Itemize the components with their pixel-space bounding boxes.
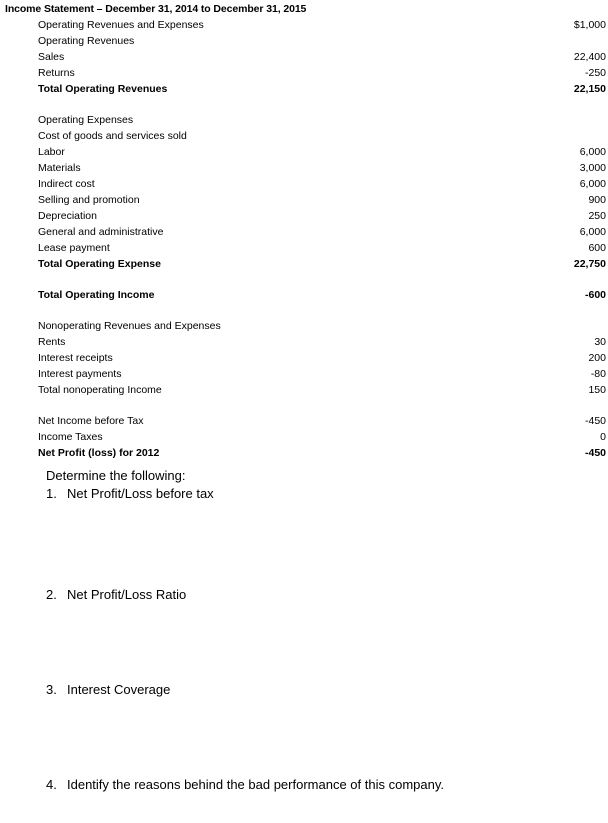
statement-row-value: 250 xyxy=(588,210,606,222)
statement-row-label: Sales xyxy=(38,51,65,63)
statement-row-value: 6,000 xyxy=(579,146,606,158)
statement-row-value: -450 xyxy=(584,415,606,427)
statement-spacer-row xyxy=(38,303,606,318)
statement-row-label xyxy=(38,272,508,287)
statement-row xyxy=(38,334,606,350)
statement-row-value: 22,750 xyxy=(573,258,606,270)
answer-space-3 xyxy=(46,698,608,776)
question-number-3: 3. xyxy=(46,682,57,697)
statement-row-value: 22,400 xyxy=(573,51,606,63)
statement-row-value: 6,000 xyxy=(579,226,606,238)
statement-row xyxy=(38,287,606,303)
statement-row-label: Cost of goods and services sold xyxy=(38,130,187,142)
statement-row-value: 3,000 xyxy=(579,162,606,174)
statement-row-label: Labor xyxy=(38,146,65,158)
page-title: Income Statement – December 31, 2014 to December 31, 2015 xyxy=(5,3,307,15)
statement-row xyxy=(38,144,606,160)
statement-row xyxy=(38,366,606,382)
question-item-2 xyxy=(46,586,608,603)
statement-row-value: 0 xyxy=(600,431,606,443)
statement-row-value xyxy=(508,128,606,144)
income-statement-table xyxy=(38,17,606,461)
statement-row-label: Nonoperating Revenues and Expenses xyxy=(38,320,221,332)
statement-row-value: 150 xyxy=(588,384,606,396)
statement-row-value: 30 xyxy=(594,336,606,348)
question-text-4: Identify the reasons behind the bad performance of this company. xyxy=(67,777,444,792)
statement-row xyxy=(38,33,606,49)
statement-row-label: Indirect cost xyxy=(38,178,95,190)
statement-row-label: Operating Revenues and Expenses xyxy=(38,19,204,31)
statement-spacer-row xyxy=(38,272,606,287)
statement-row-value xyxy=(508,33,606,49)
questions-intro: Determine the following: xyxy=(46,468,186,483)
question-item-3 xyxy=(46,681,608,698)
statement-row-value: -600 xyxy=(584,289,606,301)
statement-row-value: -250 xyxy=(584,67,606,79)
statement-row-value: 22,150 xyxy=(573,83,606,95)
statement-row-label: Lease payment xyxy=(38,242,110,254)
answer-space-1 xyxy=(46,502,608,586)
question-item-1 xyxy=(46,485,608,502)
statement-row-label: Operating Expenses xyxy=(38,114,134,126)
statement-row xyxy=(38,176,606,192)
statement-row-label: Total nonoperating Income xyxy=(38,384,162,396)
statement-row-label: Net Profit (loss) for 2012 xyxy=(38,447,160,459)
statement-row-label: Interest payments xyxy=(38,368,122,380)
statement-row-value xyxy=(508,303,606,318)
statement-row-label xyxy=(38,398,508,413)
statement-row-label: Returns xyxy=(38,67,75,79)
question-item-4 xyxy=(46,776,608,793)
statement-spacer-row xyxy=(38,97,606,112)
statement-row-label: Rents xyxy=(38,336,66,348)
statement-row-value: -450 xyxy=(584,447,606,459)
statement-row xyxy=(38,17,606,33)
statement-row-value: $1,000 xyxy=(573,19,606,31)
statement-row xyxy=(38,208,606,224)
statement-row xyxy=(38,318,606,334)
statement-row-value: 900 xyxy=(588,194,606,206)
statement-row xyxy=(38,350,606,366)
statement-row xyxy=(38,128,606,144)
statement-row-label: Selling and promotion xyxy=(38,194,140,206)
answer-space-2 xyxy=(46,603,608,681)
statement-row xyxy=(38,65,606,81)
statement-row xyxy=(38,49,606,65)
statement-row xyxy=(38,240,606,256)
statement-row-label: Total Operating Revenues xyxy=(38,83,168,95)
statement-spacer-row xyxy=(38,398,606,413)
statement-row xyxy=(38,382,606,398)
statement-row-label: Interest receipts xyxy=(38,352,113,364)
statement-row-label: Income Taxes xyxy=(38,431,103,443)
statement-row-label: Total Operating Expense xyxy=(38,258,161,270)
statement-row-value xyxy=(508,97,606,112)
statement-row-value xyxy=(508,112,606,128)
statement-row xyxy=(38,81,606,97)
statement-row-value: -80 xyxy=(590,368,606,380)
questions-section xyxy=(0,467,608,793)
statement-row xyxy=(38,445,606,461)
statement-row xyxy=(38,112,606,128)
question-text-1: Net Profit/Loss before tax xyxy=(67,486,214,501)
statement-row-value: 6,000 xyxy=(579,178,606,190)
statement-row-value xyxy=(508,398,606,413)
statement-row-value: 200 xyxy=(588,352,606,364)
statement-row xyxy=(38,192,606,208)
statement-row xyxy=(38,224,606,240)
statement-row xyxy=(38,413,606,429)
statement-row-value xyxy=(508,272,606,287)
statement-row xyxy=(38,256,606,272)
statement-row-label: General and administrative xyxy=(38,226,164,238)
question-number-4: 4. xyxy=(46,777,57,792)
statement-row-label: Operating Revenues xyxy=(38,35,135,47)
statement-row-value xyxy=(508,318,606,334)
income-statement-body xyxy=(38,17,606,461)
statement-row-label: Net Income before Tax xyxy=(38,415,144,427)
statement-row xyxy=(38,429,606,445)
statement-row-label xyxy=(38,97,508,112)
statement-row-label xyxy=(38,303,508,318)
question-text-2: Net Profit/Loss Ratio xyxy=(67,587,187,602)
question-text-3: Interest Coverage xyxy=(67,682,171,697)
statement-row-value: 600 xyxy=(588,242,606,254)
statement-row-label: Materials xyxy=(38,162,81,174)
question-number-2: 2. xyxy=(46,587,57,602)
question-number-1: 1. xyxy=(46,486,57,501)
statement-row-label: Total Operating Income xyxy=(38,289,155,301)
statement-row xyxy=(38,160,606,176)
statement-row-label: Depreciation xyxy=(38,210,97,222)
